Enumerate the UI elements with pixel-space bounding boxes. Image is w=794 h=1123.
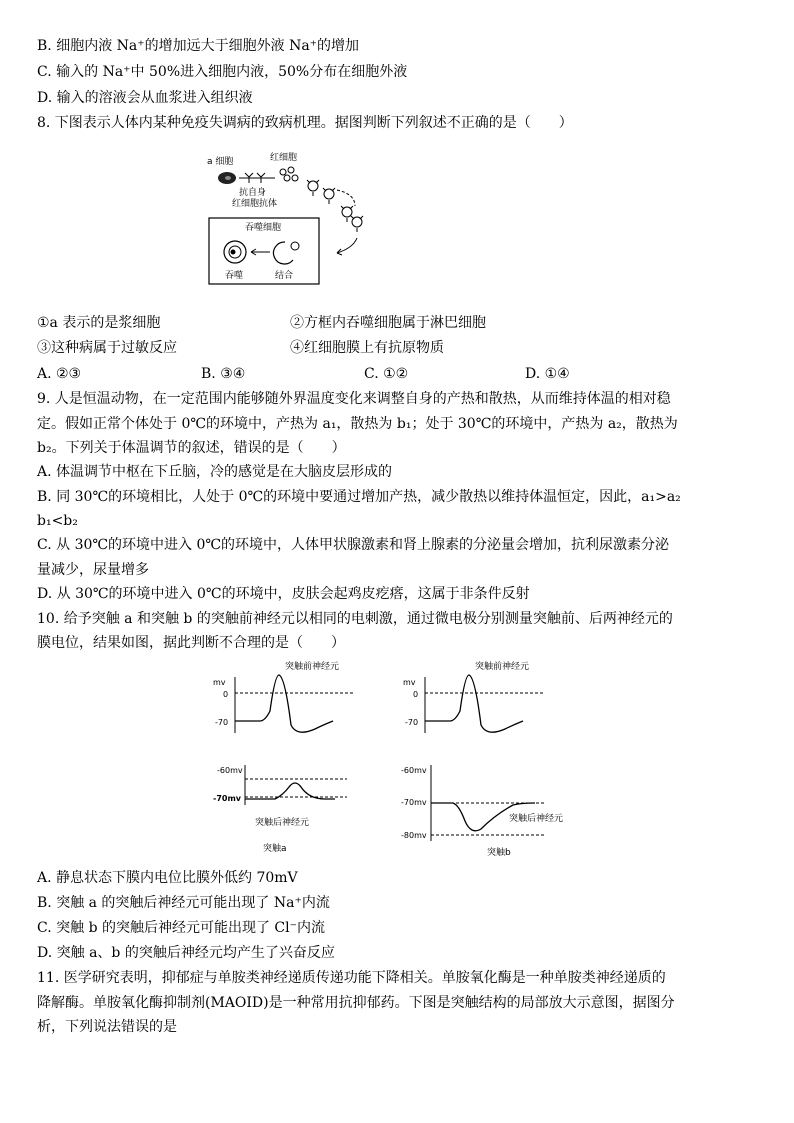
q11-stem-line3: 析，下列说法错误的是 — [37, 1019, 177, 1035]
q8-option-a: A. ②③ — [37, 366, 82, 382]
post-neuron-label-b: 突触后神经元 — [509, 814, 564, 824]
q9-option-d: D. 从 30℃的环境中进入 0℃的环境中，皮肤会起鸡皮疙瘩，这属于非条件反射 — [37, 586, 530, 602]
q10-option-d: D. 突触 a、b 的突触后神经元均产生了兴奋反应 — [37, 945, 335, 961]
post-neuron-label-a: 突触后神经元 — [255, 818, 310, 828]
pre-neuron-label-a: 突触前神经元 — [285, 662, 340, 672]
q8-option-d: D. ①④ — [525, 366, 570, 382]
q9-stem-line1: 9. 人是恒温动物，在一定范围内能够随外界温度变化来调整自身的产热和散热，从而维持体温的相对稳 — [37, 391, 671, 407]
synapse-b-figure — [395, 655, 585, 860]
neg60mv-tick-a: -60mv — [217, 766, 243, 775]
synapse-b-caption: 突触b — [487, 848, 511, 858]
neg70mv-tick-b: -70mv — [401, 798, 427, 807]
q10-stem-line2: 膜电位，结果如图，据此判断不合理的是（ ） — [37, 635, 345, 651]
q7-option-b: B. 细胞内液 Na⁺的增加远大于细胞外液 Na⁺的增加 — [37, 38, 360, 54]
q7-option-d: D. 输入的溶液会从血浆进入组织液 — [37, 90, 253, 106]
synapse-a-caption: 突触a — [263, 844, 287, 854]
mv-unit-a: mv — [213, 678, 226, 687]
q8-statement-4: ④红细胞膜上有抗原物质 — [290, 340, 444, 356]
q8-option-b: B. ③④ — [201, 366, 246, 382]
q7-option-c: C. 输入的 Na⁺中 50%进入细胞内液，50%分布在细胞外液 — [37, 64, 408, 80]
label-phagocyte: 吞噬细胞 — [245, 223, 282, 233]
neg70mv-tick-a: -70mv — [213, 794, 242, 803]
q9-option-b-line2: b₁<b₂ — [37, 513, 78, 529]
q10-option-a: A. 静息状态下膜内电位比膜外低约 70mV — [37, 870, 298, 886]
label-antibody-2: 红细胞抗体 — [232, 199, 278, 209]
label-red-blood-cell: 红细胞 — [270, 153, 298, 163]
q10-option-c: C. 突触 b 的突触后神经元可能出现了 Cl⁻内流 — [37, 920, 326, 936]
neg70-tick-a: -70 — [215, 718, 229, 727]
q10-option-b: B. 突触 a 的突触后神经元可能出现了 Na⁺内流 — [37, 895, 330, 911]
pre-potential-curve-a — [235, 675, 333, 732]
zero-tick-b: 0 — [413, 690, 419, 699]
q10-stem-line1: 10. 给予突触 a 和突触 b 的突触前神经元以相同的电刺激，通过微电极分别测量突触前、后两神经元的 — [37, 611, 673, 627]
label-a-cell: a 细胞 — [207, 157, 234, 167]
q9-option-b-line1: B. 同 30℃的环境相比，人处于 0℃的环境中要通过增加产热，减少散热以维持体温恒定，因此，a₁>a₂ — [37, 489, 681, 505]
label-antibody-1: 抗自身 — [239, 188, 267, 198]
q8-stem: 8. 下图表示人体内某种免疫失调病的致病机理。据图判断下列叙述不正确的是（ ） — [37, 115, 573, 131]
q8-statement-1: ①a 表示的是浆细胞 — [37, 315, 161, 331]
pre-neuron-label-b: 突触前神经元 — [475, 662, 530, 672]
q11-stem-line1: 11. 医学研究表明，抑郁症与单胺类神经递质传递功能下降相关。单胺氧化酶是一种单胺类神经递质的 — [37, 970, 666, 986]
pre-potential-curve-b — [425, 675, 523, 732]
neg70-tick-b: -70 — [405, 718, 419, 727]
mv-unit-b: mv — [403, 678, 416, 687]
q9-option-c-line2: 量减少，尿量增多 — [37, 562, 149, 578]
label-engulf: 吞噬 — [225, 271, 244, 281]
neg80mv-tick-b: -80mv — [401, 831, 427, 840]
label-bind: 结合 — [275, 271, 294, 281]
q9-stem-line2: 定。假如正常个体处于 0℃的环境中，产热为 a₁，散热为 b₁；处于 30℃的环境中，产热为 a₂，散热为 — [37, 416, 678, 432]
q8-statement-3: ③这种病属于过敏反应 — [37, 340, 177, 356]
q9-stem-line3: b₂。下列关于体温调节的叙述，错误的是（ ） — [37, 440, 346, 456]
zero-tick-a: 0 — [223, 690, 229, 699]
q8-immune-figure — [195, 148, 385, 288]
neg60mv-tick-b: -60mv — [401, 766, 427, 775]
q9-option-a: A. 体温调节中枢在下丘脑，冷的感觉是在大脑皮层形成的 — [37, 464, 393, 480]
q8-statement-2: ②方框内吞噬细胞属于淋巴细胞 — [290, 315, 486, 331]
q8-option-c: C. ①② — [364, 366, 409, 382]
synapse-a-figure — [205, 655, 365, 855]
q9-option-c-line1: C. 从 30℃的环境中进入 0℃的环境中，人体甲状腺激素和肾上腺素的分泌量会增加，抗利尿激素分泌 — [37, 537, 670, 553]
q11-stem-line2: 降解酶。单胺氧化酶抑制剂(MAOID)是一种常用抗抑郁药。下图是突触结构的局部放大示意图，据图分 — [37, 995, 675, 1011]
